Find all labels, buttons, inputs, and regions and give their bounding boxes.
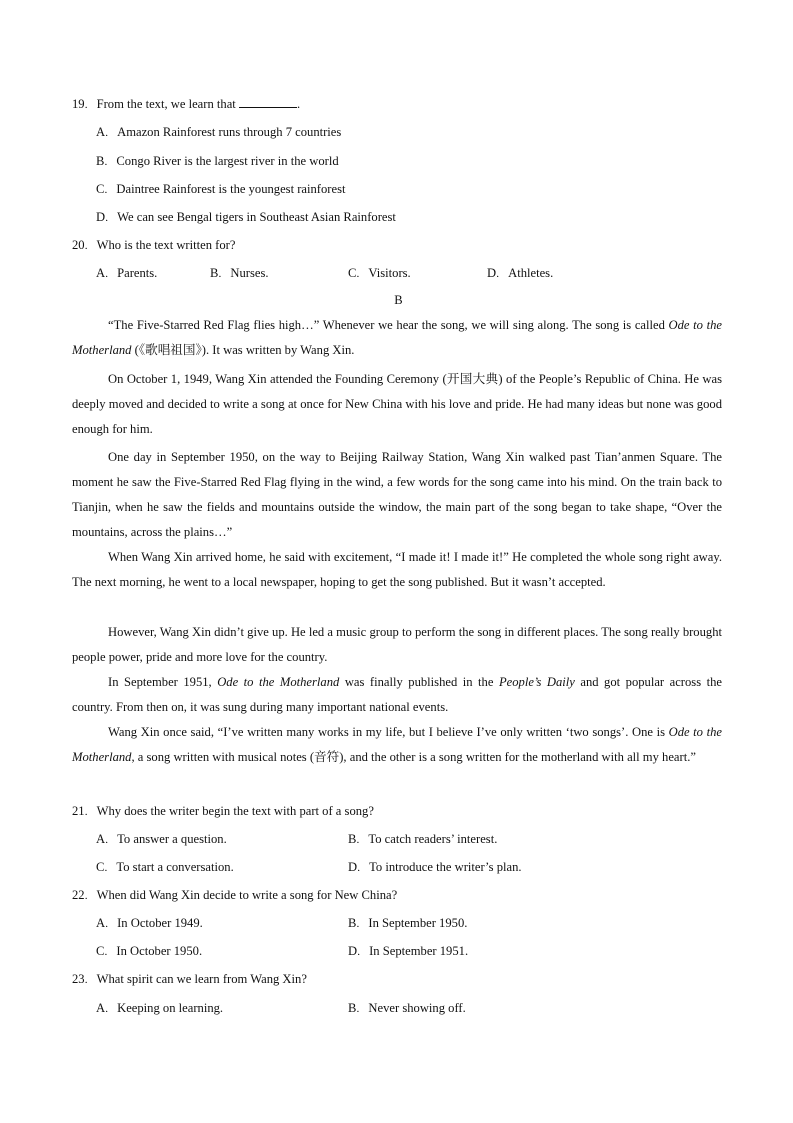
question-22: 22． When did Wang Xin decide to write a song for New China?	[72, 888, 398, 902]
option-21-c: C． To start a conversation.	[96, 860, 234, 874]
question-23: 23． What spirit can we learn from Wang Xin?	[72, 972, 307, 986]
option-21-b: B． To catch readers’ interest.	[348, 832, 498, 846]
passage-paragraph-4: When Wang Xin arrived home, he said with excitement, “I made it! I made it!” He completed the whole song right away. The next morning, he went to a local newspaper, hoping to get the song published. But it wasn’t accepted.	[72, 550, 722, 589]
section-label: B	[394, 293, 403, 307]
passage-paragraph-5: However, Wang Xin didn’t give up. He led a music group to perform the song in different places. The song really brought people power, pride and more love for the country.	[72, 625, 722, 664]
question-stem: When did Wang Xin decide to write a song for New China?	[96, 888, 398, 902]
song-title: Ode to the Motherland	[72, 725, 722, 764]
song-title: Ode to the Motherland	[217, 675, 340, 689]
option-23-a: A． Keeping on learning.	[96, 1001, 224, 1015]
option-20-d: D． Athletes.	[487, 266, 554, 280]
question-20: 20． Who is the text written for?	[72, 238, 236, 252]
question-stem: Who is the text written for?	[96, 238, 236, 252]
newspaper-title: People’s Daily	[498, 675, 575, 689]
passage-paragraph-1: “The Five-Starred Red Flag flies high…” Whenever we hear the song, we will sing along. The song is called Ode to the Motherland (《歌唱祖国》). It was written by Wang Xin.	[72, 318, 722, 357]
option-20-c: C． Visitors.	[348, 266, 411, 280]
question-number: 19	[72, 97, 85, 111]
question-stem: Why does the writer begin the text with part of a song?	[96, 804, 374, 818]
option-23-b: B． Never showing off.	[348, 1001, 466, 1015]
question-stem: From the text, we learn that	[96, 97, 239, 111]
option-19-c: C． Daintree Rainforest is the youngest rainforest	[96, 182, 346, 196]
passage-paragraph-2: On October 1, 1949, Wang Xin attended the Founding Ceremony (开国大典) of the People’s Republic of China. He was deeply moved and decided to write a song at once for New China with his love and pride. He had many ideas but none was good enough for him.	[72, 372, 722, 436]
option-20-a: A． Parents.	[96, 266, 158, 280]
option-21-d: D． To introduce the writer’s plan.	[348, 860, 522, 874]
question-21: 21． Why does the writer begin the text with part of a song?	[72, 804, 374, 818]
question-19: 19． From the text, we learn that .	[72, 92, 300, 118]
option-21-a: A． To answer a question.	[96, 832, 227, 846]
option-19-b: B． Congo River is the largest river in the world	[96, 154, 339, 168]
option-22-b: B． In September 1950.	[348, 916, 468, 930]
option-19-d: D． We can see Bengal tigers in Southeast Asian Rainforest	[96, 210, 396, 224]
option-22-a: A． In October 1949.	[96, 916, 203, 930]
passage-paragraph-6: In September 1951, Ode to the Motherland was finally published in the People’s Daily and got popular across the country. From then on, it was sung during many important national events.	[72, 675, 722, 714]
passage-paragraph-3: One day in September 1950, on the way to Beijing Railway Station, Wang Xin walked past Tian’anmen Square. The moment he saw the Five-Starred Red Flag flying in the wind, a few words for the song came into his mind. On the train back to Tianjin, when he saw the fields and mountains outside the window, the main part of the song began to take shape, “Over the mountains, across the plains…”	[72, 450, 722, 539]
option-22-d: D． In September 1951.	[348, 944, 469, 958]
question-stem: What spirit can we learn from Wang Xin?	[96, 972, 307, 986]
answer-blank	[239, 94, 297, 108]
passage-paragraph-7: Wang Xin once said, “I’ve written many works in my life, but I believe I’ve only written ‘two songs’. One is Ode to the Motherland, a song written with musical notes (音符), and the other is a song written for the motherland with all my heart.”	[72, 725, 722, 764]
option-20-b: B． Nurses.	[210, 266, 269, 280]
song-title: Ode to the Motherland	[72, 318, 722, 357]
option-19-a: A． Amazon Rainforest runs through 7 countries	[96, 125, 342, 139]
option-22-c: C． In October 1950.	[96, 944, 203, 958]
